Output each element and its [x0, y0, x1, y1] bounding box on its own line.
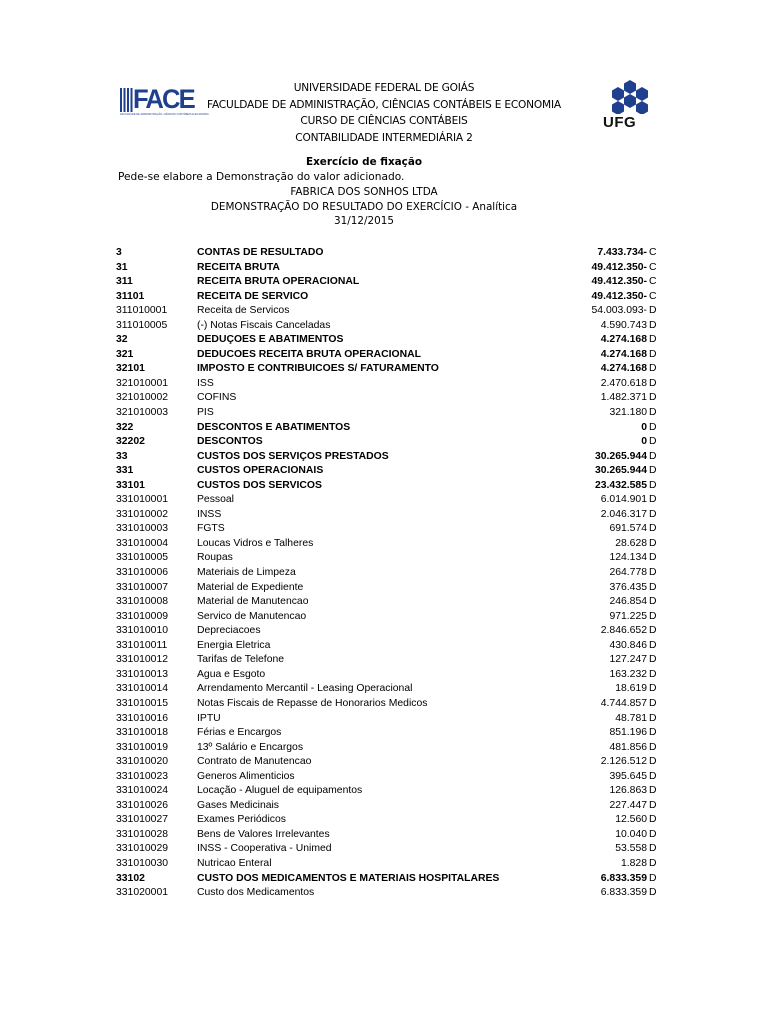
table-row — [116, 784, 661, 799]
table-row — [116, 610, 661, 625]
debit-credit-flag: D — [649, 785, 657, 797]
account-description: DESCONTOS E ABATIMENTOS — [197, 421, 351, 433]
face-logo-tagline: FACULDADE DE ADMINISTRAÇÃO, CIÊNCIAS CONTÁBEIS E ECONOMIA — [120, 113, 209, 116]
account-description: Material de Manutencao — [197, 596, 309, 608]
debit-credit-flag: C — [649, 261, 657, 273]
debit-credit-flag: C — [649, 290, 657, 302]
account-value: 49.412.350- — [591, 276, 647, 288]
account-description: Material de Expediente — [197, 581, 304, 593]
account-value: 10.040 — [615, 828, 647, 840]
account-code: 33102 — [116, 872, 145, 884]
debit-credit-flag: D — [649, 305, 657, 317]
account-code: 3 — [116, 247, 122, 258]
debit-credit-flag: D — [649, 668, 657, 680]
account-description: (-) Notas Fiscais Canceladas — [197, 319, 331, 331]
account-value: 264.778 — [609, 567, 647, 579]
account-value: 23.432.585 — [594, 479, 647, 491]
account-code: 331010011 — [116, 639, 168, 651]
header-faculty: FACULDADE DE ADMINISTRAÇÃO, CIÊNCIAS CONTÁBEIS E ECONOMIA — [207, 98, 561, 111]
debit-credit-flag: D — [649, 421, 657, 433]
debit-credit-flag: D — [649, 567, 657, 579]
account-code: 311010005 — [116, 319, 168, 331]
account-value: 28.628 — [615, 537, 647, 549]
account-value: 0 — [641, 436, 647, 448]
account-description: Gases Medicinais — [197, 799, 280, 811]
account-code: 322 — [116, 421, 134, 433]
debit-credit-flag: D — [649, 407, 657, 419]
table-row — [116, 639, 661, 654]
table-row — [116, 682, 661, 697]
account-code: 331020001 — [116, 887, 169, 899]
ufg-logo-text: UFG — [603, 114, 637, 131]
account-description: Loucas Vidros e Talheres — [197, 537, 314, 549]
account-description: RECEITA BRUTA OPERACIONAL — [197, 276, 360, 288]
debit-credit-flag: D — [649, 872, 657, 884]
table-row — [116, 275, 661, 290]
account-code: 331010028 — [116, 828, 169, 840]
account-value: 49.412.350- — [591, 290, 647, 302]
account-code: 331010020 — [116, 756, 169, 768]
account-value: 18.619 — [615, 683, 647, 695]
table-row — [116, 712, 661, 727]
table-row — [116, 551, 661, 566]
account-description: Tarifas de Telefone — [197, 654, 285, 666]
account-code: 33101 — [116, 479, 145, 491]
account-description: Exames Periódicos — [197, 814, 286, 826]
account-value: 430.846 — [609, 639, 647, 651]
account-description: Energia Eletrica — [197, 639, 271, 651]
debit-credit-flag: D — [649, 625, 657, 637]
account-code: 331010004 — [116, 537, 169, 549]
account-value: 2.046.317 — [600, 508, 647, 520]
table-row — [116, 537, 661, 552]
account-code: 321010002 — [116, 392, 169, 404]
table-row — [116, 391, 661, 406]
account-code: 31 — [116, 261, 128, 273]
table-row — [116, 290, 661, 305]
header-university: UNIVERSIDADE FEDERAL DE GOIÁS — [293, 82, 475, 94]
debit-credit-flag: D — [649, 741, 657, 753]
account-description: CUSTOS OPERACIONAIS — [197, 465, 324, 477]
account-description: Generos Alimenticios — [197, 770, 295, 782]
account-value: 971.225 — [609, 610, 647, 622]
account-value: 851.196 — [609, 727, 647, 739]
account-description: Receita de Servicos — [197, 305, 290, 317]
debit-credit-flag: D — [649, 712, 657, 724]
account-description: Agua e Esgoto — [197, 668, 266, 680]
account-description: Notas Fiscais de Repasse de Honorarios Medicos — [197, 697, 428, 709]
debit-credit-flag: D — [649, 319, 657, 331]
table-row — [116, 595, 661, 610]
table-row — [116, 857, 661, 872]
account-description: Arrendamento Mercantil - Leasing Operacional — [197, 683, 413, 695]
debit-credit-flag: D — [649, 799, 657, 811]
account-value: 30.265.944 — [594, 465, 647, 477]
table-row — [116, 653, 661, 668]
debit-credit-flag: D — [649, 654, 657, 666]
account-code: 331010013 — [116, 668, 169, 680]
account-description: IPTU — [197, 712, 221, 724]
table-row — [116, 697, 661, 712]
account-value: 2.126.512 — [600, 756, 647, 768]
header-subject: CONTABILIDADE INTERMEDIÁRIA 2 — [295, 131, 473, 144]
account-code: 331010019 — [116, 741, 169, 753]
table-row — [116, 813, 661, 828]
account-description: Roupas — [197, 552, 233, 564]
account-value: 4.274.168 — [600, 363, 647, 375]
account-value: 227.447 — [609, 799, 647, 811]
account-code: 331 — [116, 465, 134, 477]
account-value: 6.833.359 — [600, 872, 647, 884]
account-code: 331010003 — [116, 523, 169, 535]
table-row — [116, 450, 661, 465]
debit-credit-flag: D — [649, 727, 657, 739]
table-row — [116, 421, 661, 436]
account-description: PIS — [197, 407, 214, 419]
table-row — [116, 377, 661, 392]
table-row — [116, 872, 661, 887]
account-value: 54.003.093- — [591, 305, 647, 317]
account-value: 246.854 — [609, 596, 647, 608]
account-value: 376.435 — [609, 581, 647, 593]
table-row — [116, 406, 661, 421]
account-description: CUSTOS DOS SERVICOS — [197, 479, 322, 491]
debit-credit-flag: D — [649, 479, 657, 491]
table-row — [116, 435, 661, 450]
debit-credit-flag: D — [649, 377, 657, 389]
exercise-title: Exercício de fixação — [306, 156, 422, 168]
table-row — [116, 333, 661, 348]
account-description: Locação - Aluguel de equipamentos — [197, 785, 363, 797]
account-value: 4.590.743 — [600, 319, 647, 331]
table-row — [116, 246, 661, 261]
account-value: 1.828 — [620, 857, 647, 869]
account-value: 2.846.652 — [600, 625, 647, 637]
account-code: 331010016 — [116, 712, 169, 724]
table-row — [116, 319, 661, 334]
account-description: DEDUCOES RECEITA BRUTA OPERACIONAL — [197, 348, 421, 360]
table-row — [116, 726, 661, 741]
debit-credit-flag: D — [649, 508, 657, 520]
table-row — [116, 479, 661, 494]
exercise-instruction: Pede-se elabore a Demonstração do valor adicionado. — [118, 171, 405, 183]
account-value: 0 — [641, 421, 647, 433]
account-value: 7.433.734- — [597, 247, 647, 258]
account-value: 163.232 — [609, 668, 647, 680]
debit-credit-flag: D — [649, 828, 657, 840]
account-value: 4.274.168 — [600, 348, 647, 360]
debit-credit-flag: D — [649, 770, 657, 782]
account-code: 311 — [116, 276, 133, 288]
table-row — [116, 828, 661, 843]
table-row — [116, 581, 661, 596]
account-value: 53.558 — [615, 843, 647, 855]
table-row — [116, 755, 661, 770]
account-code: 331010015 — [116, 697, 169, 709]
table-row — [116, 770, 661, 785]
table-row — [116, 842, 661, 857]
debit-credit-flag: D — [649, 494, 657, 506]
account-code: 331010024 — [116, 785, 169, 797]
account-value: 126.863 — [609, 785, 647, 797]
debit-credit-flag: D — [649, 683, 657, 695]
debit-credit-flag: D — [649, 450, 657, 462]
account-description: CONTAS DE RESULTADO — [197, 247, 324, 258]
account-value: 1.482.371 — [600, 392, 647, 404]
debit-credit-flag: C — [649, 247, 657, 258]
account-code: 331010007 — [116, 581, 169, 593]
income-statement-table — [116, 246, 661, 901]
account-code: 331010008 — [116, 596, 169, 608]
table-row — [116, 348, 661, 363]
table-row — [116, 624, 661, 639]
header-course: CURSO DE CIÊNCIAS CONTÁBEIS — [300, 115, 468, 127]
account-code: 331010027 — [116, 814, 169, 826]
account-description: Contrato de Manutencao — [197, 756, 312, 768]
debit-credit-flag: D — [649, 363, 657, 375]
account-description: RECEITA DE SERVICO — [197, 290, 309, 302]
company-name: FABRICA DOS SONHOS LTDA — [290, 186, 438, 198]
account-description: COFINS — [197, 392, 237, 404]
account-value: 48.781 — [615, 712, 647, 724]
account-value: 2.470.618 — [600, 377, 647, 389]
debit-credit-flag: C — [649, 276, 657, 288]
debit-credit-flag: D — [649, 887, 657, 899]
account-code: 321010001 — [116, 377, 169, 389]
account-code: 32202 — [116, 436, 145, 448]
debit-credit-flag: D — [649, 537, 657, 549]
account-value: 30.265.944 — [594, 450, 647, 462]
debit-credit-flag: D — [649, 843, 657, 855]
account-value: 4.744.857 — [600, 697, 647, 709]
account-value: 124.134 — [609, 552, 647, 564]
account-description: Depreciacoes — [197, 625, 261, 637]
table-row — [116, 493, 661, 508]
account-value: 481.856 — [609, 741, 647, 753]
account-value: 6.014.901 — [600, 494, 647, 506]
account-value: 395.645 — [609, 770, 647, 782]
account-value: 321.180 — [609, 407, 647, 419]
account-code: 33 — [116, 450, 128, 462]
debit-credit-flag: D — [649, 334, 657, 346]
account-code: 331010006 — [116, 567, 169, 579]
account-code: 321 — [116, 348, 134, 360]
account-description: Materiais de Limpeza — [197, 567, 296, 579]
table-row — [116, 261, 661, 276]
account-description: 13º Salário e Encargos — [197, 741, 304, 753]
account-code: 331010014 — [116, 683, 169, 695]
account-code: 331010026 — [116, 799, 169, 811]
account-code: 331010010 — [116, 625, 169, 637]
account-description: FGTS — [197, 523, 225, 535]
report-title: DEMONSTRAÇÃO DO RESULTADO DO EXERCÍCIO - Analítica — [210, 201, 518, 213]
table-row — [116, 464, 661, 479]
account-description: Custo dos Medicamentos — [197, 887, 315, 899]
account-code: 331010001 — [116, 494, 169, 506]
debit-credit-flag: D — [649, 639, 657, 651]
table-row — [116, 304, 661, 319]
account-code: 31101 — [116, 290, 145, 302]
debit-credit-flag: D — [649, 392, 657, 404]
account-code: 331010005 — [116, 552, 169, 564]
account-code: 331010023 — [116, 770, 169, 782]
table-row — [116, 508, 661, 523]
account-code: 311010001 — [116, 305, 168, 317]
table-row — [116, 566, 661, 581]
debit-credit-flag: D — [649, 436, 657, 448]
account-description: INSS - Cooperativa - Unimed — [197, 843, 332, 855]
account-description: INSS — [197, 508, 222, 520]
debit-credit-flag: D — [649, 523, 657, 535]
account-value: 12.560 — [615, 814, 647, 826]
document-header — [0, 80, 768, 146]
debit-credit-flag: D — [649, 857, 657, 869]
debit-credit-flag: D — [649, 610, 657, 622]
debit-credit-flag: D — [649, 348, 657, 360]
debit-credit-flag: D — [649, 581, 657, 593]
account-code: 32 — [116, 334, 128, 346]
account-value: 127.247 — [609, 654, 647, 666]
account-description: IMPOSTO E CONTRIBUICOES S/ FATURAMENTO — [197, 363, 439, 375]
account-code: 321010003 — [116, 407, 169, 419]
table-row — [116, 886, 661, 901]
debit-credit-flag: D — [649, 552, 657, 564]
account-code: 331010018 — [116, 727, 169, 739]
account-description: Servico de Manutencao — [197, 610, 307, 622]
table-row — [116, 741, 661, 756]
debit-credit-flag: D — [649, 697, 657, 709]
debit-credit-flag: D — [649, 756, 657, 768]
account-code: 32101 — [116, 363, 145, 375]
account-value: 49.412.350- — [591, 261, 647, 273]
account-description: DEDUÇOES E ABATIMENTOS — [197, 334, 344, 346]
account-description: Férias e Encargos — [197, 727, 282, 739]
account-description: ISS — [197, 377, 214, 389]
debit-credit-flag: D — [649, 596, 657, 608]
account-description: Bens de Valores Irrelevantes — [197, 828, 330, 840]
face-logo-text: FACE — [133, 84, 194, 114]
account-description: CUSTOS DOS SERVIÇOS PRESTADOS — [197, 450, 389, 462]
report-date: 31/12/2015 — [334, 215, 394, 227]
account-description: CUSTO DOS MEDICAMENTOS E MATERIAIS HOSPITALARES — [197, 872, 500, 884]
table-row — [116, 362, 661, 377]
account-description: DESCONTOS — [197, 436, 263, 448]
account-value: 6.833.359 — [600, 887, 647, 899]
account-value: 4.274.168 — [600, 334, 647, 346]
account-description: Nutricao Enteral — [197, 857, 272, 869]
debit-credit-flag: D — [649, 814, 657, 826]
table-row — [116, 799, 661, 814]
debit-credit-flag: D — [649, 465, 657, 477]
table-row — [116, 668, 661, 683]
account-code: 331010029 — [116, 843, 169, 855]
account-code: 331010012 — [116, 654, 169, 666]
account-value: 691.574 — [609, 523, 647, 535]
account-code: 331010030 — [116, 857, 169, 869]
account-description: Pessoal — [197, 494, 234, 506]
account-code: 331010002 — [116, 508, 169, 520]
table-row — [116, 522, 661, 537]
account-description: RECEITA BRUTA — [197, 261, 280, 273]
account-code: 331010009 — [116, 610, 169, 622]
